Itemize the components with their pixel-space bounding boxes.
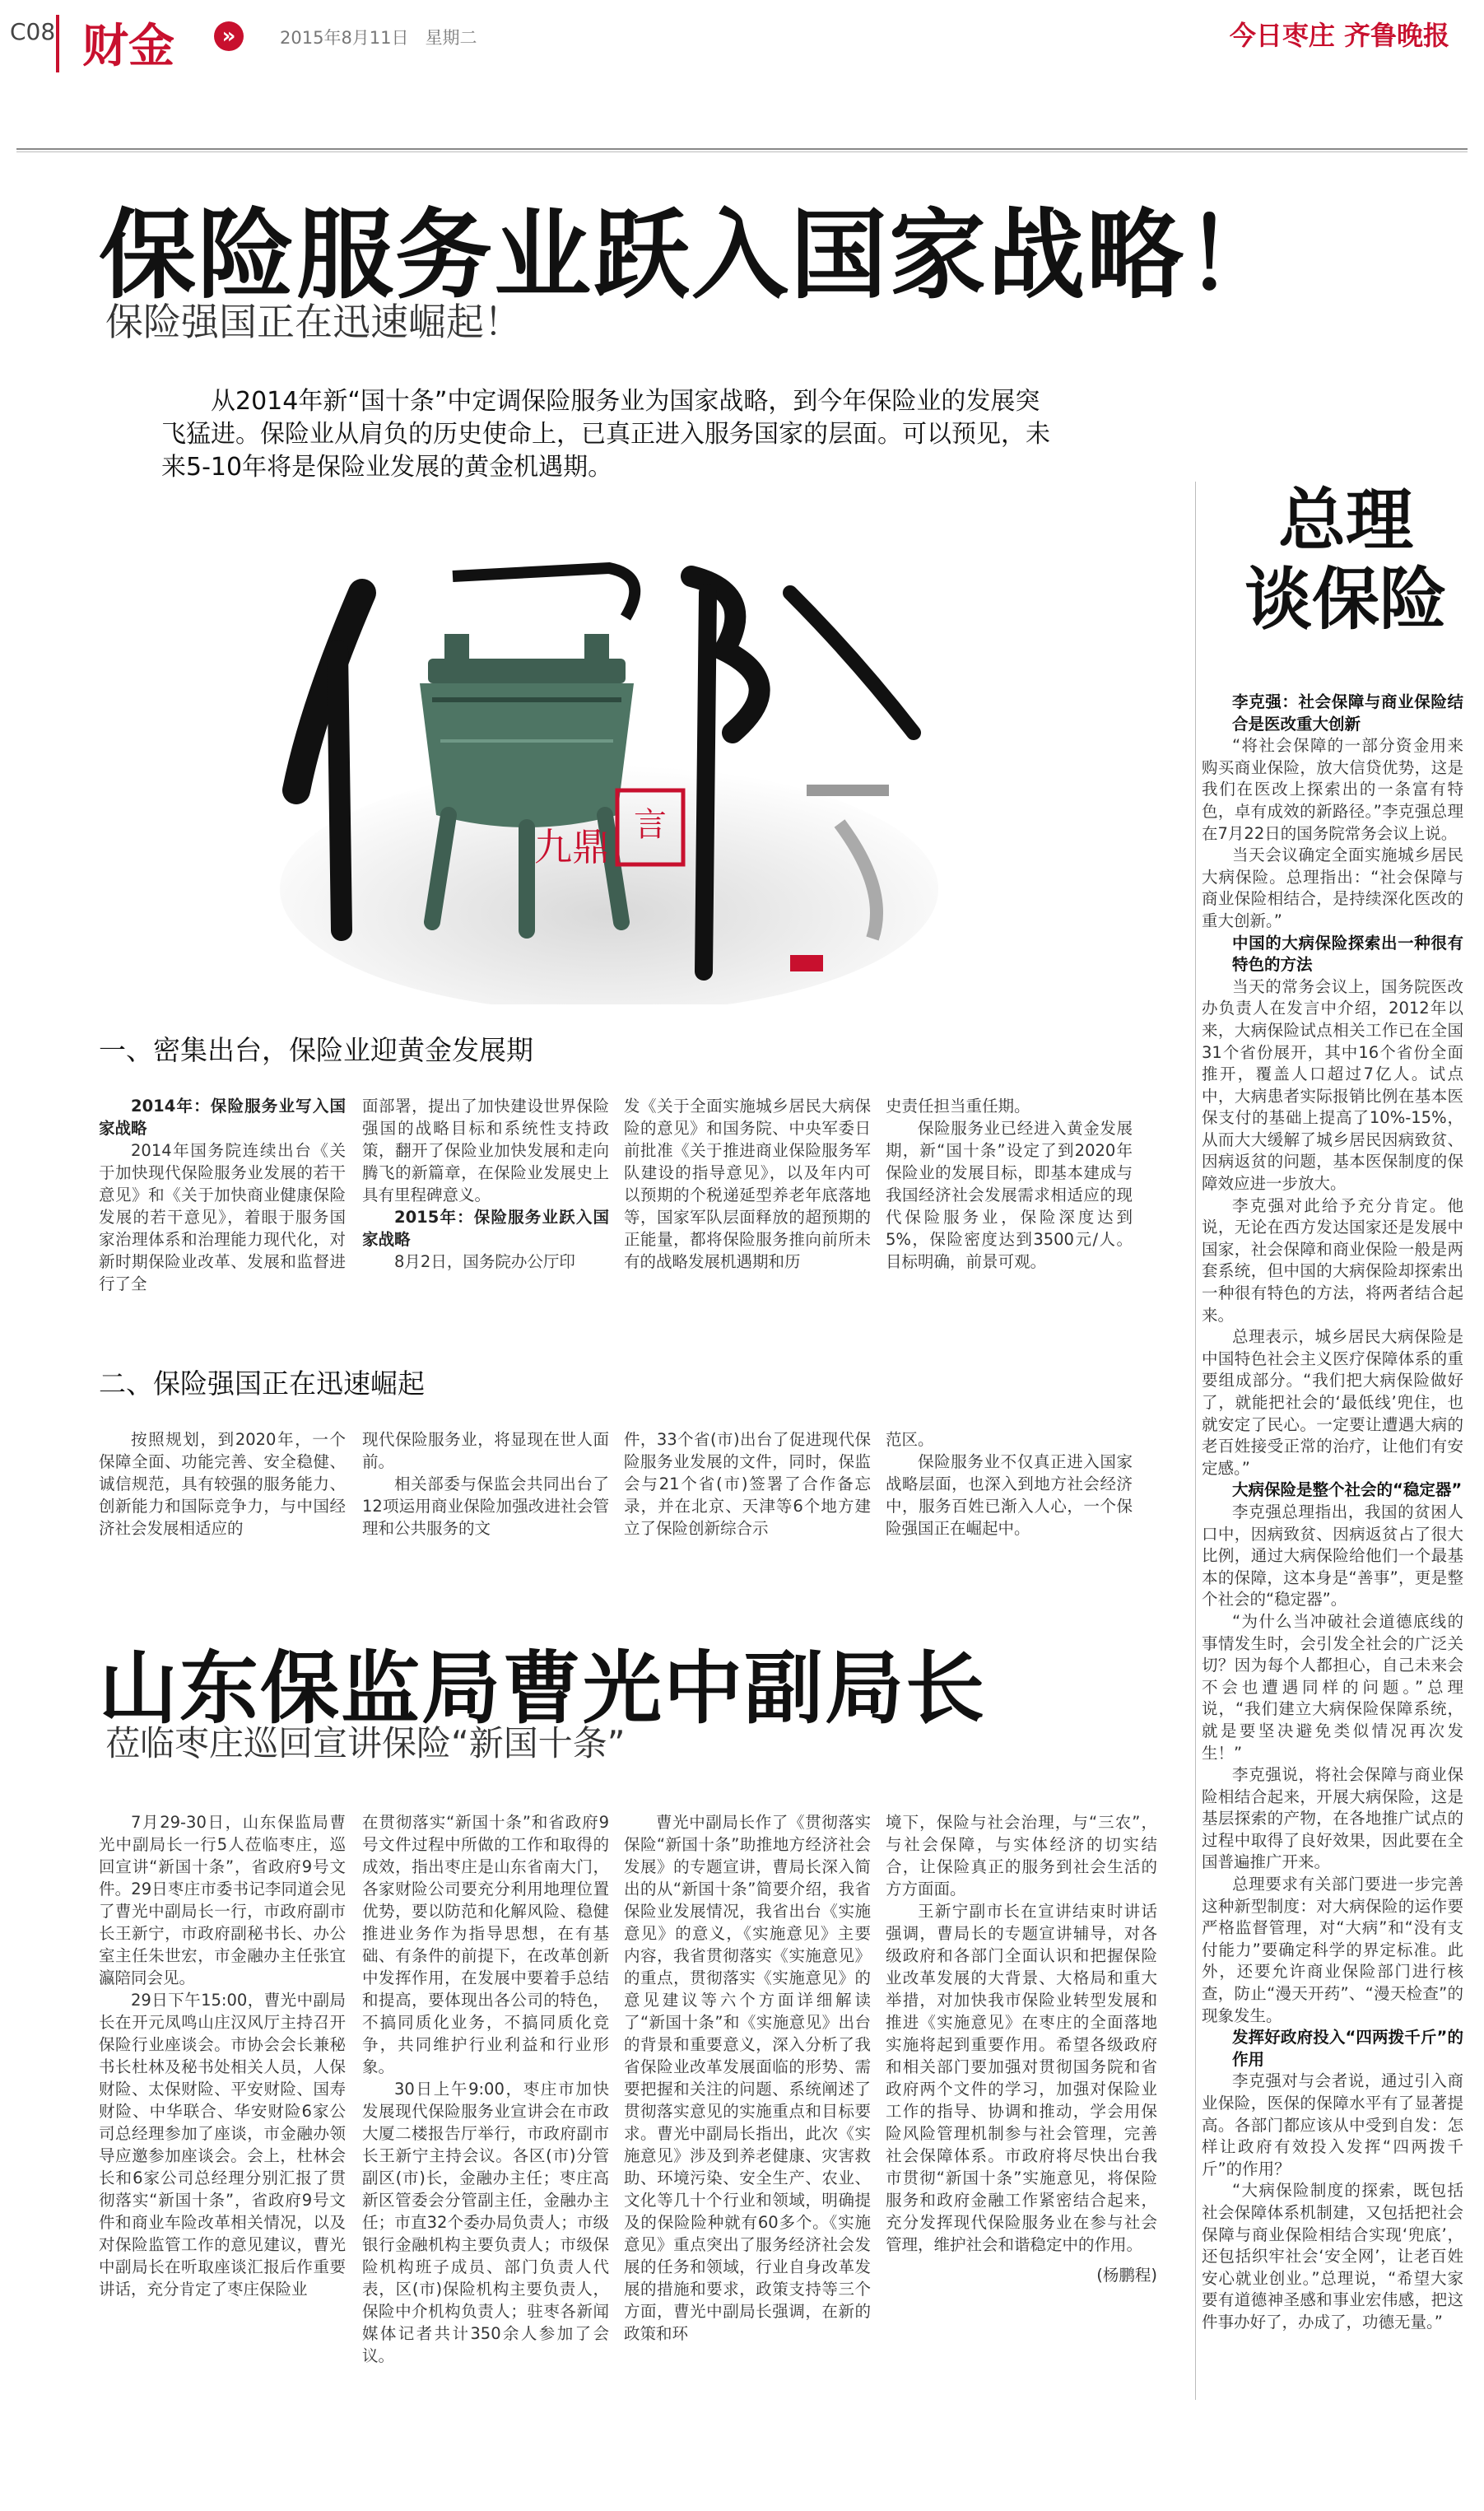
sidebar-paragraph: 当天会议确定全面实施城乡居民大病保险。总理指出：“社会保障与商业保险相结合，是持续深化医改的重大创新。” [1202, 846, 1463, 930]
article2-col2-p2: 30日上午9:00，枣庄市加快发展现代保险服务业宣讲会在市政大厦二楼报告厅举行，市政府副市长王新宁主持会议。各区(市)分管副区(市)长，金融办主任；枣庄高新区管委会分管副主任，金融办主任；市直32个委办局负责人；市级银行金融机构主要负责人；市级保险机构班子成员、部门负责人代表，区(市)保险机构主要负责人，保险中介机构负责人；驻枣各新闻媒体记者共计350余人参加了会议。 [362, 2080, 609, 2365]
section1-column-4 [886, 1095, 1133, 1273]
section1-col2-label: 2015年：保险服务业跃入国家战略 [362, 1208, 609, 1249]
sidebar-title [1222, 482, 1469, 640]
sidebar-paragraph: 总理表示，城乡居民大病保险是中国特色社会主义医疗保障体系的重要组成部分。“我们把大病保险做好了，就能把社会的‘最低线’兜住，也就安定了民心。一定要让遭遇大病的老百姓接受正常的治疗，让他们有安定感。” [1202, 1327, 1463, 1478]
section1-column-2 [362, 1095, 609, 1273]
sidebar-paragraph: 李克强总理指出，我国的贫困人口中，因病致贫、因病返贫占了很大比例，通过大病保险给他们一个最基本的保障，这本身是“善事”，更是整个社会的“稳定器”。 [1202, 1502, 1463, 1610]
sidebar-paragraph: 李克强对此给予充分肯定。他说，无论在西方发达国家还是发展中国家，社会保障和商业保险一般是两套系统，但中国的大病保险却探索出一种很有特色的方法，将两者结合起来。 [1202, 1195, 1463, 1325]
article2-column-3 [624, 1811, 871, 2345]
article2-column-1 [99, 1811, 346, 2300]
section1-col2-text: 面部署，提出了加快建设世界保险强国的战略目标和系统性支持政策，翻开了保险业加快发展和走向腾飞的新篇章，在保险业发展史上具有里程碑意义。 [362, 1097, 609, 1204]
section2-column-1 [99, 1428, 346, 1540]
section2-col4-text: 范区。 [886, 1430, 934, 1449]
sidebar-subheading: 李克强：社会保障与商业保险结合是医改重大创新 [1232, 692, 1463, 734]
section2-col2b-text: 相关部委与保监会共同出台了12项运用商业保险加强改进社会管理和公共服务的文 [362, 1474, 609, 1538]
article2-column-4 [886, 1811, 1157, 2286]
date-text: 2015年8月11日 [280, 28, 409, 48]
article1-headline: 保险服务业跃入国家战略！ [99, 198, 1285, 312]
section1-col3-text: 发《关于全面实施城乡居民大病保险的意见》和国务院、中央军委日前批准《关于推进商业保险服务军队建设的指导意见》，以及年内可以预期的个税递延型养老年底落地等，国家军队层面释放的超预期的正能量，都将保险服务推向前所未有的战略发展机遇期和历 [624, 1097, 871, 1271]
sidebar-paragraph: 总理要求有关部门要进一步完善这种新型制度：对大病保险的运作要严格监督管理，对“大病”和“没有支付能力”要确定科学的界定标准。此外，还要允许商业保险部门进行核查，防止“漫天开药”、“漫天检查”的现象发生。 [1202, 1875, 1463, 2025]
section-name: 财金 [82, 20, 174, 73]
section1-column-1 [99, 1095, 346, 1295]
sidebar-subheading: 发挥好政府投入“四两拨千斤”的作用 [1232, 2028, 1463, 2069]
weekday-text: 星期二 [425, 28, 477, 48]
svg-text:言: 言 [634, 806, 667, 844]
section-arrow-icon: » [214, 21, 244, 51]
section2-column-3 [624, 1428, 871, 1540]
sidebar-title-line2: 谈保险 [1244, 561, 1447, 639]
header-divider-thin [16, 151, 1468, 152]
sidebar-body [1202, 692, 1463, 2334]
header-divider [16, 148, 1468, 150]
section1-col4b-text: 保险服务业已经进入黄金发展期，新“国十条”设定了到2020年保险业的发展目标，即基本建成与我国经济社会发展需求相适应的现代保险服务业，保险深度达到5%，保险密度达到3500元/人。目标明确，前景可观。 [886, 1119, 1133, 1271]
section1-col1-text: 2014年国务院连续出台《关于加快现代保险服务业发展的若干意见》和《关于加快商业健康保险发展的若干意见》，着眼于服务国家治理体系和治理能力现代化，对新时期保险业改革、发展和监督进行了全 [99, 1141, 346, 1293]
section2-title: 二、保险强国正在迅速崛起 [99, 1367, 425, 1400]
article2-headline: 山东保监局曹光中副局长 [99, 1642, 986, 1735]
newspaper-name: 今日枣庄 齐鲁晚报 [1229, 20, 1449, 51]
article2-col1-p2: 29日下午15:00，曹光中副局长在开元凤鸣山庄汉风厅主持召开保险行业座谈会。市协会会长兼秘书长杜林及秘书处相关人员，人保财险、太保财险、平安财险、国寿财险、中华联合、华安财险6家公司总经理参加了座谈，市金融办领导应邀参加座谈会。会上，杜林会长和6家公司总经理分别汇报了贯彻落实“新国十条”，省政府9号文件和商业车险改革相关情况，以及对保险监管工作的意见建议，曹光中副局长在听取座谈汇报后作重要讲话，充分肯定了枣庄保险业 [99, 1991, 346, 2299]
section2-column-4 [886, 1428, 1133, 1540]
sidebar-title-line1: 总理 [1277, 482, 1413, 560]
section2-col4b-text: 保险服务业不仅真正进入国家战略层面，也深入到地方社会经济中，服务百姓已渐入人心，一个保险强国正在崛起中。 [886, 1452, 1133, 1538]
section2-col3-text: 件，33个省(市)出台了促进现代保险服务业发展的文件，同时，保监会与21个省(市)签署了合作备忘录，并在北京、天津等6个地方建立了保险创新综合示 [624, 1430, 871, 1538]
sidebar-paragraph: “将社会保障的一部分资金用来购买商业保险，放大信贷优势，这是我们在医改上探索出的一条富有特色，卓有成效的新路径。”李克强总理在7月22日的国务院常务会议上说。 [1202, 736, 1463, 843]
article2-col4-p2: 王新宁副市长在宣讲结束时讲话强调，曹局长的专题宣讲辅导，对各级政府和各部门全面认识和把握保险业改革发展的大背景、大格局和重大举措，对加快我市保险业转型发展和推进《实施意见》在枣庄的全面落地实施将起到重要作用。希望各级政府和相关部门要加强对贯彻国务院和省政府两个文件的学习，加强对保险业工作的指导、协调和推动，学会用保险风险管理机制参与社会管理，完善社会保障体系。市政府将尽快出台我市贯彻“新国十条”实施意见，将保险服务和政府金融工作紧密结合起来，充分发挥现代保险服务业在参与社会管理，维护社会和谐稳定中的作用。 [886, 1902, 1157, 2254]
sidebar-paragraph: 李克强说，将社会保障与商业保险相结合起来，开展大病保险，这是基层探索的产物，在各地推广试点的过程中取得了良好效果，因此要在全国普遍推广开来。 [1202, 1765, 1463, 1872]
article1-subhead: 保险强国正在迅速崛起！ [105, 300, 522, 344]
article2-byline: (杨鹏程) [1096, 2266, 1157, 2285]
section1-col4-text: 史责任担当重任期。 [886, 1097, 1030, 1116]
sidebar-divider [1195, 482, 1196, 2400]
section1-title: 一、密集出台，保险业迎黄金发展期 [99, 1034, 533, 1066]
section1-column-3 [624, 1095, 871, 1273]
sidebar-subheading: 中国的大病保险探索出一种很有特色的方法 [1232, 933, 1463, 975]
section1-col2b-text: 8月2日，国务院办公厅印 [394, 1252, 575, 1271]
article2-col1-p1: 7月29-30日，山东保监局曹光中副局长一行5人莅临枣庄，巡回宣讲“新国十条”，省政府9号文件。29日枣庄市委书记李同道会见了曹光中副局长一行，市政府副市长王新宁，市政府副秘书长、办公室主任朱世宏，市金融办主任张宜瀛陪同会见。 [99, 1813, 346, 1987]
section2-col1-text: 按照规划，到2020年，一个保障全面、功能完善、安全稳健、诚信规范，具有较强的服务能力、创新能力和国际竞争力，与中国经济社会发展相适应的 [99, 1430, 346, 1538]
page-code: C08 [10, 18, 56, 45]
section2-col2-text: 现代保险服务业，将显现在世人面前。 [362, 1430, 609, 1471]
sidebar-paragraph: 当天的常务会议上，国务院医改办负责人在发言中介绍，2012年以来，大病保险试点相关工作已在全国31个省份展开，其中16个省份全面推开，覆盖人口超过7亿人。试点中，大病患者实际报销比例在基本医保支付的基础上提高了10%-15%，从而大大缓解了城乡居民因病致贫、因病返贫的问题，基本医保制度的保障效应进一步放大。 [1202, 976, 1463, 1194]
issue-date [280, 25, 477, 49]
sidebar-subheading: 大病保险是整个社会的“稳定器” [1232, 1480, 1463, 1500]
article2-column-2 [362, 1811, 609, 2367]
sidebar-paragraph: “为什么当冲破社会道德底线的事情发生时，会引发全社会的广泛关切？因为每个人都担心，自己未来会不会也遭遇同样的问题。”总理说，“我们建立大病保险保障系统，就是要坚决避免类似情况再次发生！” [1202, 1611, 1463, 1763]
article2-col2-p1: 在贯彻落实“新国十条”和省政府9号文件过程中所做的工作和取得的成效，指出枣庄是山东省南大门，各家财险公司要充分利用地理位置优势，要以防范和化解风险、稳健推进业务作为指导思想，在有基础、有条件的前提下，在改革创新中发挥作用，在发展中要着手总结和提高，要体现出各公司的特色，不搞同质化业务，不搞同质化竞争，共同维护行业利益和行业形象。 [362, 1813, 609, 2076]
baoxian-calligraphy-illustration [263, 543, 938, 1004]
article1-lede: 从2014年新“国十条”中定调保险服务业为国家战略，到今年保险业的发展突飞猛进。保险业从肩负的历史使命上，已真正进入服务国家的层面。可以预见，未来5-10年将是保险业发展的黄金机遇期。 [161, 387, 1050, 482]
article2-col4-p1: 境下，保险与社会治理，与“三农”，与社会保障，与实体经济的切实结合，让保险真正的服务到社会生活的方方面面。 [886, 1813, 1157, 1898]
section2-column-2 [362, 1428, 609, 1540]
sidebar-paragraph: “大病保险制度的探索，既包括社会保障体系机制建，又包括把社会保障与商业保险相结合实现‘兜底’，还包括织牢社会‘安全网’，让老百姓安心就业创业。”总理说，“希望大家要有道德神圣感和事业宏伟感，把这件事办好了，办成了，功德无量。” [1202, 2181, 1463, 2332]
svg-text:九鼎: 九鼎 [534, 825, 610, 869]
section1-col1-label: 2014年：保险服务业写入国家战略 [99, 1097, 346, 1138]
article2-subhead: 莅临枣庄巡回宣讲保险“新国十条” [105, 1723, 626, 1763]
article2-col3-p1: 曹光中副局长作了《贯彻落实保险“新国十条”助推地方经济社会发展》的专题宣讲，曹局长深入简出的从“新国十条”简要介绍，我省保险业发展情况，我省出台《实施意见》的意义，《实施意见》主要内容，我省贯彻落实《实施意见》的重点，贯彻落实《实施意见》的意见建议等六个方面详细解读了“新国十条”和《实施意见》出台的背景和重要意义，深入分析了我省保险业改革发展面临的形势、需要把握和关注的问题、系统阐述了贯彻落实意见的实施重点和目标要求。曹光中副局长指出，此次《实施意见》涉及到养老健康、灾害救助、环境污染、安全生产、农业、文化等几十个行业和领域，明确提及的保险险种就有60多个。《实施意见》重点突出了服务经济社会发展的任务和领域，行业自身改革发展的措施和要求，政策支持等三个方面，曹光中副局长强调，在新的政策和环 [624, 1813, 871, 2343]
sidebar-paragraph: 李克强对与会者说，通过引入商业保险，医保的保障水平有了显著提高。各部门都应该从中受到自发：怎样让政府有效投入发挥“四两拨千斤”的作用？ [1202, 2071, 1463, 2178]
